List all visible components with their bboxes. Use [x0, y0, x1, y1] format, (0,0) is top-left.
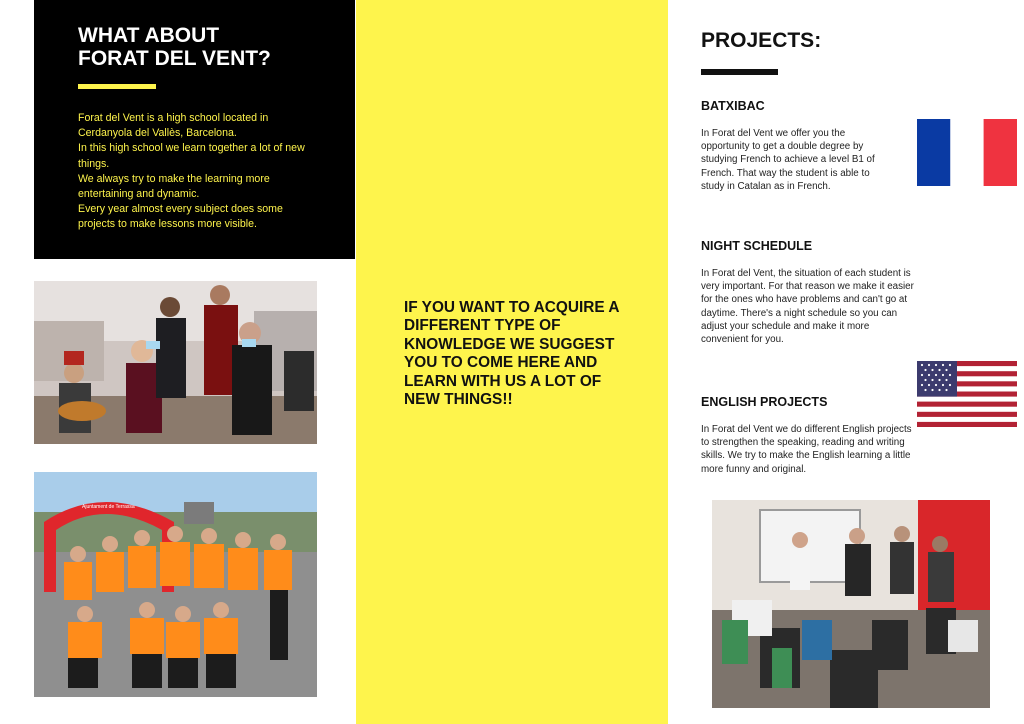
black-divider	[701, 69, 778, 75]
section-title-night-schedule: NIGHT SCHEDULE	[701, 239, 813, 253]
yellow-divider	[78, 84, 156, 89]
classroom-photo	[712, 500, 990, 708]
intro-paragraph: In this high school we learn together a lot of new things.	[78, 142, 305, 170]
section-body-batxibac: In Forat del Vent we offer you the opportunity to get a double degree by studying French to achieve a level B1 of French. That way the student is able to study in Catalan as in French.	[701, 128, 875, 192]
france-flag-icon	[917, 119, 1017, 186]
right-panel	[668, 0, 1024, 724]
intro-text	[78, 111, 318, 233]
left-panel	[0, 0, 356, 724]
section-body-english-projects: In Forat del Vent we do different English projects to strengthen the speaking, reading and writing skills. We try to make the English learning a little more funny and original.	[701, 424, 912, 475]
section-body-night-schedule: In Forat del Vent, the situation of each student is very important. For that reason we make it easier for the ones who have problems and can't go at daytime. There's a night schedule so you can adjust your schedule and make it more convenient for you.	[701, 268, 914, 346]
students-race-photo	[34, 472, 317, 697]
intro-title	[78, 24, 338, 70]
usa-flag-icon	[917, 361, 1017, 427]
projects-title: PROJECTS:	[701, 29, 822, 52]
banner-text: Ajuntament de Terrassa	[82, 504, 135, 510]
intro-paragraph: Every year almost every subject does some projects to make lessons more visible.	[78, 203, 283, 231]
invitation-text: IF YOU WANT TO ACQUIRE A DIFFERENT TYPE OF KNOWLEDGE WE SUGGEST YOU TO COME HERE AND LEARN WITH US A LOT OF NEW THINGS!!	[404, 299, 619, 409]
intro-paragraph: Forat del Vent is a high school located in Cerdanyola del Vallès, Barcelona.	[78, 112, 269, 140]
intro-paragraph: We always try to make the learning more entertaining and dynamic.	[78, 172, 270, 201]
middle-panel	[356, 0, 668, 724]
section-title-english-projects: ENGLISH PROJECTS	[701, 395, 828, 409]
intro-box	[34, 0, 355, 259]
section-title-batxibac: BATXIBAC	[701, 99, 765, 113]
students-singing-photo	[34, 281, 317, 444]
intro-title-line1: WHAT ABOUT	[78, 24, 220, 47]
intro-title-line2: FORAT DEL VENT?	[78, 47, 271, 70]
